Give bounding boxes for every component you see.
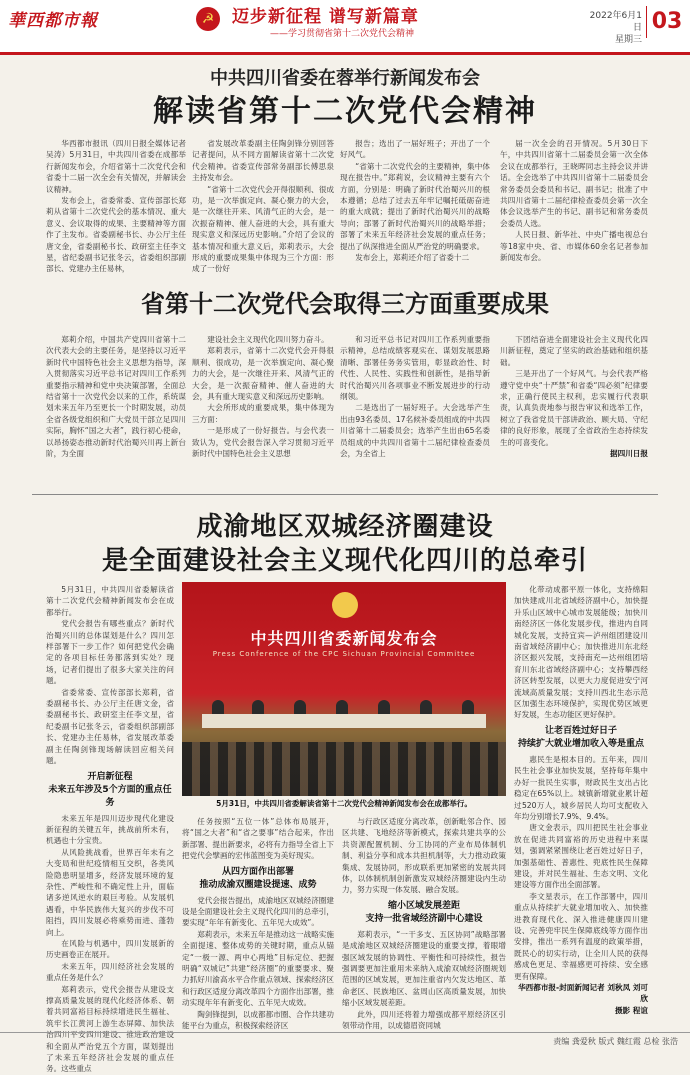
article3-credit-line2: 摄影 程谊 xyxy=(614,1005,648,1015)
article3-col2b-p1: 党代会报告提出，成渝地区双城经济圈建设是全面建设社会主义现代化四川的总牵引，要实现“年年有新变化、五年见大成效”。 xyxy=(182,895,334,928)
photo-podium-table xyxy=(202,714,486,728)
article3-credit-line1: 华西都市报-封面新闻记者 刘秋凤 刘可欣 xyxy=(518,983,648,1004)
article1-col3-p1: 报告；选出了一届好班子；开出了一个好风气。 xyxy=(340,139,490,160)
article3-headline-line1: 成渝地区双城经济圈建设 xyxy=(196,512,494,542)
article3-col2b-p3: 陶剑锋提到，以成都都市圈、合作共建功能平台为重点，积极探索经济区 xyxy=(182,1009,334,1031)
article2-col4-p1: 下团结奋进全面建设社会主义现代化四川新征程，奠定了坚实的政治基础和组织基础。 xyxy=(500,335,648,367)
article3-subhead2 xyxy=(182,866,334,892)
article3-col1-p1: 5月31日，中共四川省委解读省第十二次党代会精神新闻发布会在成都举行。 xyxy=(46,585,174,617)
section-divider xyxy=(32,494,658,495)
article3-col1b-p1: 未来五年是四川迈步现代化建设新征程的关键五年，挑战前所未有，机遇也十分宝贵。 xyxy=(46,813,174,846)
masthead xyxy=(0,0,690,55)
article2-col4-p2: 三是开出了一个好风气。与会代表严格遵守党中央“十严禁”和省委“四必须”纪律要求，正确行使民主权利，忠实履行代表职责，认真负责地参与报告审议和选举工作，树立了我省党员干部讲政治、顾大局、守纪律的良好形象，展现了全省政治生态持续发生的可喜变化。 xyxy=(500,369,648,447)
article3-subhead2-line1: 从四方面作出部署 xyxy=(221,866,294,877)
newspaper-logo: 華西都市報 xyxy=(8,11,98,31)
party-emblem-icon: ☭ xyxy=(196,7,220,31)
article2-col3-p2: 二是选出了一届好班子。大会选举产生出由93名委员、17名候补委员组成的中共四川省第十二届委员会；选举产生出由65名委员组成的中共四川省第十二届纪律检查委员会，为全省上 xyxy=(340,403,490,459)
article3-subhead1-line1: 开启新征程 xyxy=(87,771,133,782)
article3-col4b-p1: 惠民生是根本目的。五年来，四川民生社会事业加快发展，坚持每年集中办好一批民生实事，财政民生支出占比稳定在65%以上。城镇新增就业累计超过520万人，城乡居民人均可支配收入年均分别增长7.9%、9.4%。 xyxy=(514,754,648,821)
article2-col2-p1: 建设社会主义现代化四川努力奋斗。 xyxy=(207,335,329,344)
article1-kicker: 中共四川省委在蓉举行新闻发布会 xyxy=(210,68,480,89)
article1-col1-p1: 华西都市报讯（四川日报全媒体记者 吴涛）5月31日，中共四川省委在成都举行新闻发布会，介绍省第十二次党代会和省委十二届一次全会有关情况，并解读会议精神。 xyxy=(46,139,186,194)
issue-date xyxy=(586,10,642,46)
article3-col1-p2: 党代会报告有哪些重点？新时代治蜀兴川的总体谋划是什么？四川怎样部署下一步工作？如何把党代会确定的各项目标任务都落到实处？现场，记者们提出了很多大家关注的问题。 xyxy=(46,619,174,686)
article1-col1-p2: 发布会上，省委常委、宣传部部长郑莉从省第十二次党代会的基本情况、重大意义、会议取得的成果、主要精神等方面作了主发布。省委副秘书长、办公厅主任唐文金，省委副秘书长、政研室主任李文星，省纪委副书记张冬云，省委组织部副部长、党建办主任易林， xyxy=(46,196,186,274)
article1-col4-p2: 人民日报、新华社、中央广播电视总台等18家中央、省、市媒体60余名记者参加新闻发布会。 xyxy=(500,230,648,263)
photo-audience xyxy=(182,742,506,796)
issue-weekday: 星期三 xyxy=(614,35,642,45)
article1-col3 xyxy=(340,138,490,274)
article1-col2 xyxy=(192,138,334,274)
article3-subhead3 xyxy=(342,900,506,926)
article2-col2 xyxy=(192,334,334,474)
page-number: 03 xyxy=(646,6,687,38)
issue-date-text: 2022年6月1日 xyxy=(589,11,642,33)
article2-col1 xyxy=(46,334,186,474)
article2-col3 xyxy=(340,334,490,474)
article3-col4b-p2: 唐文金表示，四川把民生社会事业放在促进共同富裕的历史进程中来谋划，强调紧紧围绕让老百姓过好日子，加强基础性、普惠性、兜底性民生保障建设，并对民生福祉、生态文明、文化建设等方面作出全面部署。 xyxy=(514,823,648,890)
article2-col2-p2: 郑莉表示，省第十二次党代会开得很顺利、很成功，是一次举旗定向、凝心聚力的大会，是一次继往开来、风清气正的大会，是一次振奋精神、催人奋进的大会，具有重大现实意义和深远历史影响。 xyxy=(192,346,334,402)
article3-subhead3-line2: 支持一批省域经济副中心建设 xyxy=(365,913,483,924)
article3-subhead4-line1: 让老百姓过好日子 xyxy=(544,725,617,736)
article2-col2-p3: 大会所形成的重要成果，集中体现为三方面： xyxy=(192,403,334,424)
article3-col3 xyxy=(342,816,506,1031)
article3-subhead1-line2: 未来五年涉及5个方面的重点任务 xyxy=(48,784,172,808)
article3-col4b-p3: 李文星表示，在工作部署中，四川重点从持续扩大就业增加收入、加快推进教育现代化、深入推进健康四川建设、完善兜牢民生保障底线等方面作出安排，推出一系列有温度的政策举措，既民心的切实行动，让全川人民的获得感成色更足、幸福感更可持续、安全感更有保障。 xyxy=(514,891,648,981)
article1-headline: 解读省第十二次党代会精神 xyxy=(153,94,537,129)
article3-col2 xyxy=(182,816,334,1031)
article1-col3-p3: 发布会上，郑莉还介绍了省委十二 xyxy=(355,253,470,263)
article2-headline: 省第十二次党代会取得三方面重要成果 xyxy=(141,290,549,318)
photo-backdrop-subtitle: Press Conference of the CPC Sichuan Provincial Committee xyxy=(212,650,476,658)
article3-col3-p1: 与行政区适度分离改革，创新毗邻合作、园区共建、飞地经济等新模式，探索共建共享的公共资源配置机制、分工协同的产业布局体制机制、利益分享和成本共担机制等，大力推动政策集成、发展协同，形成联系更加紧密的发展共同体，以体制机制创新激发双城经济圈建设内生动力，努力实现一体发展、融合发展。 xyxy=(342,817,506,895)
article2-col2-p4: 一是形成了一份好报告。与会代表一致认为，党代会报告深入学习贯彻习近平新时代中国特色社会主义思想 xyxy=(192,426,334,459)
column-slogan-sub: ——学习贯彻省第十二次党代会精神 xyxy=(270,29,415,39)
article3-col2b-p2: 郑莉表示，未来五年是推动这一战略实施全面提速、整体成势的关键时期，重点从锚定“一极一源、两中心两地”目标定位、把握明确“双城记”共建“经济圈”的重要要求、聚力抓好川渝高水平合作重点领域、探索经济区和行政区适度分离改革四个方面作出部署，推动实现年年有新变化、五年见大成效。 xyxy=(182,929,334,1008)
article3-col1b-p4: 未来五年，四川经济社会发展的重点任务是什么？ xyxy=(46,961,174,983)
article1-col1 xyxy=(46,138,186,274)
article3-col1 xyxy=(46,584,174,1074)
article3-col1b-p2: 从风险挑战看，世界百年未有之大变局和世纪疫情相互交织，各类风险隐患明显增多，经济发展环境的复杂性、严峻性和不确定性上升，面临诸多逆风逆水的艰巨考验。从发展机遇看，中华民族伟大复兴的步伐不可阻挡，四川发展必将乘势而进、蓬勃向上。 xyxy=(46,847,174,937)
article3-col2-p1: 任务按照“五位一体”总体布局展开，将“国之大者”和“省之要事”结合起来，作出新部署、提出新要求，必将有力指导全省上下把党代会擘画的宏伟蓝图变为美好现实。 xyxy=(182,817,334,861)
article3-subhead3-line1: 缩小区域发展差距 xyxy=(387,900,460,911)
article3-col4-p1: 化带动成都平原一体化，支持绵阳加快建成川北省域经济副中心，加快提升乐山区域中心城市发展能级；加快川南经济区一体化发展步伐，推进内自同城化发展，支持宜宾—泸州组团建设川南省域经济副中心；加快推进川东北经济区振兴发展，支持南充—达州组团培育川东北省域经济副中心；支持攀西经济区转型发展，以更大力度促进安宁河流域高质量发展；支持川西北生态示范区加强生态环境保护，实现优势区域更好发展，生态功能区更好保护。 xyxy=(514,585,648,720)
article2-col1-p1: 郑莉介绍，中国共产党四川省第十二次代表大会的主要任务，是坚持以习近平新时代中国特色社会主义思想为指导，深入贯彻落实习近平总书记对四川工作系列重要指示精神和党中央决策部署，全面总结省第十一次党代会以来的工作，系统谋划未来五年乃至更长一个时期发展，动员全省各级党组织和广大党员干部立足四川实际，胸怀“国之大者”，践行初心使命，以昂扬姿态推动新时代治蜀兴川再上新台阶，为全面 xyxy=(46,335,186,459)
press-conference-photo xyxy=(182,582,506,796)
photo-backdrop-title: 中共四川省委新闻发布会 xyxy=(250,629,438,648)
article1-col4 xyxy=(500,138,648,274)
article2-credit: 据四川日报 xyxy=(610,449,648,459)
article1-col2-p1: 省发展改革委副主任陶剑锋分别回答记者提问，从不同方面解读省第十二次党代会精神。省委宣传部常务副部长傅思泉主持发布会。 xyxy=(192,139,334,183)
article3-subhead2-line2: 推动成渝双圈建设提速、成势 xyxy=(199,879,317,890)
party-emblem-icon xyxy=(332,592,358,618)
page-footer xyxy=(0,1032,690,1051)
photo-caption: 5月31日，中共四川省委解读省第十二次党代会精神新闻发布会在成都举行。 xyxy=(216,799,472,808)
article1-col4-p1: 届一次全会的召开情况。5月30日下午，中共四川省第十二届委员会第一次全体会议在成都举行，王晓晖同志主持会议并讲话。全会选举了中共四川省第十二届委员会常务委员会委员和书记、副书记；批准了中共四川省第十二届纪律检查委员会第一次全体会议选举产生的书记、副书记和常务委员会委员人选。 xyxy=(500,139,648,228)
article2-col4 xyxy=(500,334,648,474)
article3-col1b-p5: 郑莉表示，党代会报告从建设支撑高质量发展的现代化经济体系、朝着共同富裕目标持续增进民生福祉、筑牢长江黄河上游生态屏障、加快法治四川平安四川建设、推进政治建设和全面从严治党五个方面，谋划提出了未来五年经济社会发展的重点任务。这些重点 xyxy=(46,984,174,1074)
article3-subhead1 xyxy=(46,771,174,810)
article2-col3-p1: 和习近平总书记对四川工作系列重要指示精神，总结成绩客观实在、谋划发展思路清晰、部署任务务实管用，彰显政治性、时代性、人民性、实践性和创新性，是指导新时代治蜀兴川各项事业不断发展进步的行动纲领。 xyxy=(340,335,490,402)
footer-editors: 责编 龚爱秋 版式 魏红霞 总检 张浩 xyxy=(553,1037,678,1046)
article3-col4 xyxy=(514,584,648,1024)
article1-col2-p2: “省第十二次党代会开得很顺利、很成功，是一次举旗定向、凝心聚力的大会，是一次继往开来、风清气正的大会，是一次振奋精神、催人奋进的大会，具有重大现实意义和深远历史影响。”介绍了会议的基本情况和重大意义后，郑莉表示，大会形成的重要成果集中体现为三个方面：形成了一份好 xyxy=(192,184,334,274)
article3-subhead4-line2: 持续扩大就业增加收入等是重点 xyxy=(517,738,644,749)
article1-col3-p2: “省第十二次党代会的主要精神，集中体现在报告中。”郑莉说，会议精神主要有六个方面，分别是：明确了新时代治蜀兴川的根本遵循；总结了过去五年牢记嘱托砥砺奋进的重大成就；提出了新时代治蜀兴川的战略导向；部署了新时代治蜀兴川的战略举措；部署了未来五年经济社会发展的重点任务；提出了纵深推进全面从严治党的明确要求。 xyxy=(340,161,490,251)
article3-col1-p3: 省委常委、宣传部部长郑莉，省委副秘书长、办公厅主任唐文金，省委副秘书长、政研室主任李文星，省纪委副书记张冬云，省委组织部副部长、党建办主任易林，省发展改革委副主任陶剑锋现场解读回应相关问题。 xyxy=(46,687,174,766)
article3-col1b-p3: 在风险与机遇中，四川发展新的历史画卷正在展开。 xyxy=(46,938,174,960)
article3-subhead4 xyxy=(514,725,648,751)
article3-col3b-p2: 此外，四川还将着力增强成都平原经济区引领带动作用，以成德眉资同城 xyxy=(342,1009,506,1031)
article3-headline-line2: 是全面建设社会主义现代化四川的总牵引 xyxy=(101,546,588,576)
article3-col3b-p1: 郑莉表示，“一干多支、五区协同”战略部署是成渝地区双城经济圈建设的重要支撑，着眼增强区域发展的协调性、平衡性和可持续性，报告强调要更加注重用未来纳入成渝双城经济圈规划范围的区域发展，更加注重省内欠发达地区、革命老区、民族地区、盆周山区高质量发展，加快缩小区域发展差距。 xyxy=(342,929,506,1008)
column-slogan: 迈步新征程 谱写新篇章 xyxy=(232,7,419,27)
